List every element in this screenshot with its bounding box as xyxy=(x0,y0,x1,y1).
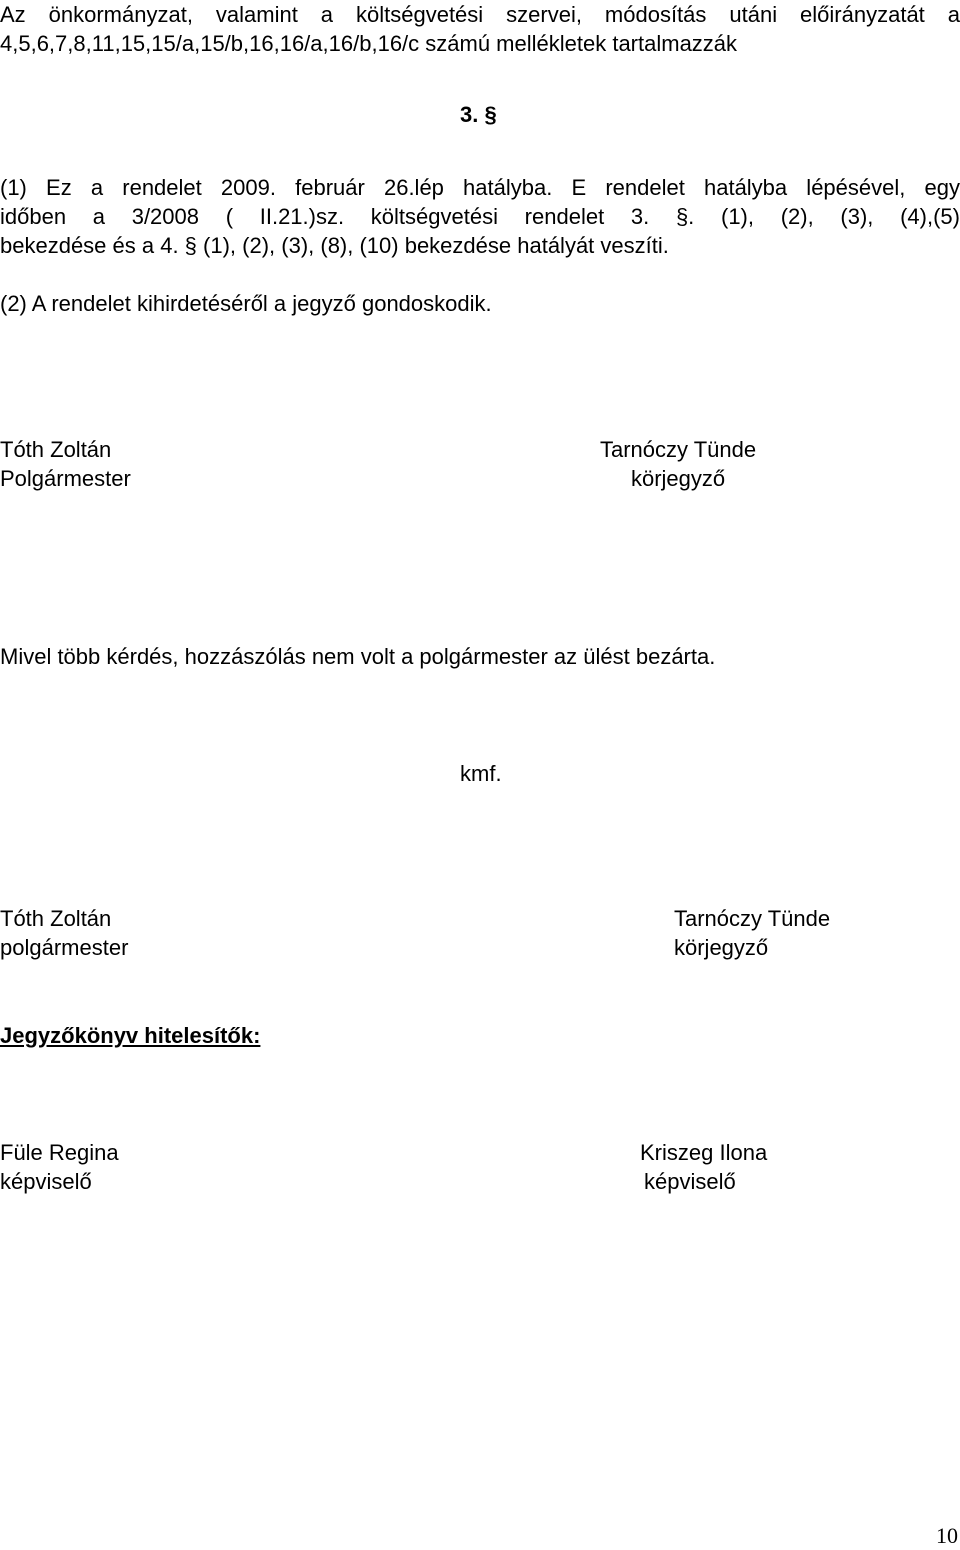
signer-name: Tarnóczy Tünde xyxy=(600,437,757,462)
signer-name: Füle Regina xyxy=(0,1140,119,1165)
signer-name: Kriszeg Ilona xyxy=(640,1140,768,1165)
signer-title: körjegyző xyxy=(630,466,726,491)
page-number: 10 xyxy=(936,1523,958,1548)
signature-right-2 xyxy=(674,904,830,962)
signature-left-1 xyxy=(0,435,131,493)
intro-line-1: Az önkormányzat, valamint a költségvetési szervei, módosítás utáni előirányzatát a xyxy=(0,2,960,27)
signer-title: körjegyző xyxy=(674,935,769,960)
signer-title: képviselő xyxy=(644,1169,736,1194)
section-paragraph-1 xyxy=(0,173,960,260)
signer-name: Tóth Zoltán xyxy=(0,437,112,462)
closing-sentence: Mivel több kérdés, hozzászólás nem volt a polgármester az ülést bezárta. xyxy=(0,644,716,669)
paragraph-1-line-2: időben a 3/2008 ( II.21.)sz. költségvetési rendelet 3. §. (1), (2), (3), (4),(5) xyxy=(0,204,960,229)
paragraph-1-line-1: (1) Ez a rendelet 2009. február 26.lép hatályba. E rendelet hatályba lépésével, egy xyxy=(0,175,960,200)
signature-right-1 xyxy=(600,435,756,493)
intro-paragraph xyxy=(0,0,960,58)
kmf-label: kmf. xyxy=(460,761,502,786)
authenticators-heading: Jegyzőkönyv hitelesítők: xyxy=(0,1023,261,1048)
section-heading: 3. § xyxy=(460,102,497,127)
intro-line-2: 4,5,6,7,8,11,15,15/a,15/b,16,16/a,16/b,16/c számú mellékletek tartalmazzák xyxy=(0,31,738,56)
authenticator-right xyxy=(640,1138,767,1196)
signer-title: polgármester xyxy=(0,935,129,960)
paragraph-1-line-3: bekezdése és a 4. § (1), (2), (3), (8), (10) bekezdése hatályát veszíti. xyxy=(0,233,669,258)
signer-title: képviselő xyxy=(0,1169,92,1194)
signer-name: Tarnóczy Tünde xyxy=(674,906,831,931)
authenticator-left xyxy=(0,1138,119,1196)
signer-name: Tóth Zoltán xyxy=(0,906,112,931)
signer-title: Polgármester xyxy=(0,466,131,491)
signature-left-2 xyxy=(0,904,128,962)
section-paragraph-2: (2) A rendelet kihirdetéséről a jegyző gondoskodik. xyxy=(0,291,492,316)
